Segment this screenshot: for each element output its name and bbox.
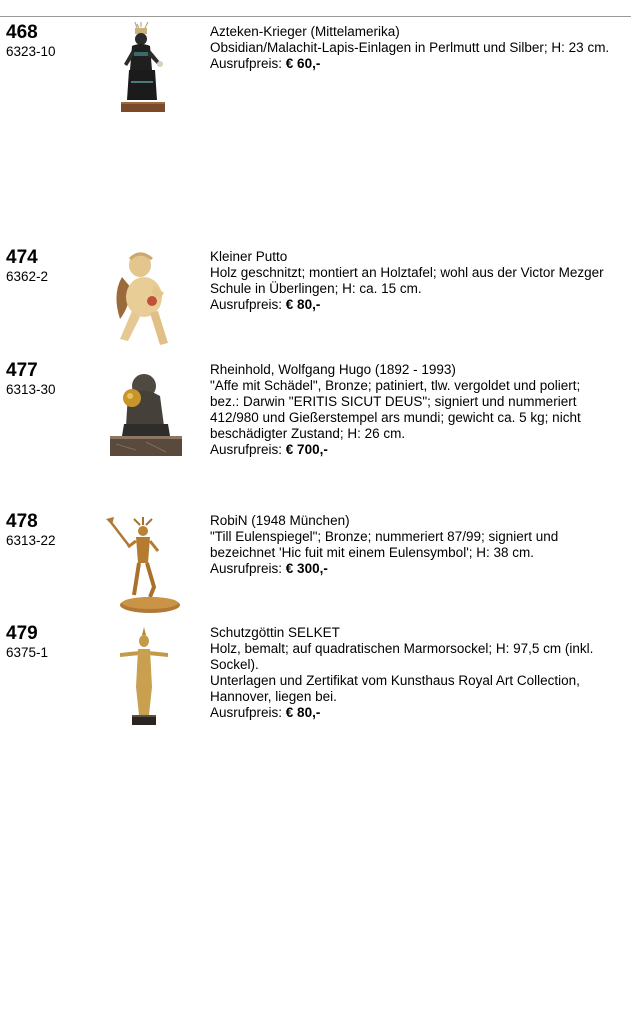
description-line: Schule in Überlingen; H: ca. 15 cm. [210,281,422,296]
lot-reference: 6362-2 [6,269,49,284]
description-line: beschädigter Zustand; H: 26 cm. [210,426,406,441]
price-line [210,56,635,72]
top-divider [0,16,631,17]
price-line [210,561,635,577]
price-label: Ausrufpreis: [210,442,283,457]
price-label: Ausrufpreis: [210,561,283,576]
lot-number: 477 [6,360,38,381]
lot-reference: 6375-1 [6,645,49,660]
price-value: € 60,- [285,56,321,71]
description-line: Rheinhold, Wolfgang Hugo (1892 - 1993) [210,362,456,377]
price-label: Ausrufpreis: [210,56,283,71]
description-line: Schutzgöttin SELKET [210,625,340,640]
lot-number: 478 [6,511,38,532]
lot-description [210,249,635,313]
description-line: "Till Eulenspiegel"; Bronze; nummeriert 87/99; signiert und [210,529,559,544]
description-line: 412/980 und Gießerstempel ars mundi; gewicht ca. 5 kg; nicht [210,410,581,425]
description-line: Hannover, liegen bei. [210,689,337,704]
price-value: € 80,- [285,705,321,720]
description-line: Sockel). [210,657,259,672]
description-line: RobiN (1948 München) [210,513,350,528]
lot-reference: 6313-22 [6,533,56,548]
lot-reference: 6323-10 [6,44,56,59]
price-line [210,705,635,721]
lot-description [210,625,635,721]
description-line: bezeichnet 'Hic fuit mit einem Eulensymbol'; H: 38 cm. [210,545,535,560]
monkey-with-skull-sculpture-icon [106,364,184,466]
description-line: bez.: Darwin "ERITIS SICUT DEUS"; signiert und nummeriert [210,394,577,409]
goddess-figure-icon [116,627,172,731]
price-label: Ausrufpreis: [210,705,283,720]
putto-figure-icon [110,249,180,353]
lot-number: 468 [6,22,38,43]
lot-number: 474 [6,247,38,268]
description-line: Azteken-Krieger (Mittelamerika) [210,24,400,39]
description-line: Kleiner Putto [210,249,288,264]
lot-description [210,362,635,458]
lot-reference: 6313-30 [6,382,56,397]
lot-description [210,513,635,577]
lot-description [210,24,635,72]
jester-bronze-sculpture-icon [106,517,186,617]
price-line [210,442,635,458]
price-label: Ausrufpreis: [210,297,283,312]
price-line [210,297,635,313]
price-value: € 700,- [285,442,328,457]
description-line: Unterlagen und Zertifikat vom Kunsthaus Royal Art Collection, [210,673,580,688]
price-value: € 80,- [285,297,321,312]
aztec-warrior-figure-icon [115,22,195,127]
description-line: Holz, bemalt; auf quadratischen Marmorsockel; H: 97,5 cm (inkl. [210,641,594,656]
lot-number: 479 [6,623,38,644]
price-value: € 300,- [285,561,328,576]
description-line: "Affe mit Schädel", Bronze; patiniert, tlw. vergoldet und poliert; [210,378,581,393]
description-line: Holz geschnitzt; montiert an Holztafel; wohl aus der Victor Mezger [210,265,604,280]
description-line: Obsidian/Malachit-Lapis-Einlagen in Perlmutt und Silber; H: 23 cm. [210,40,610,55]
